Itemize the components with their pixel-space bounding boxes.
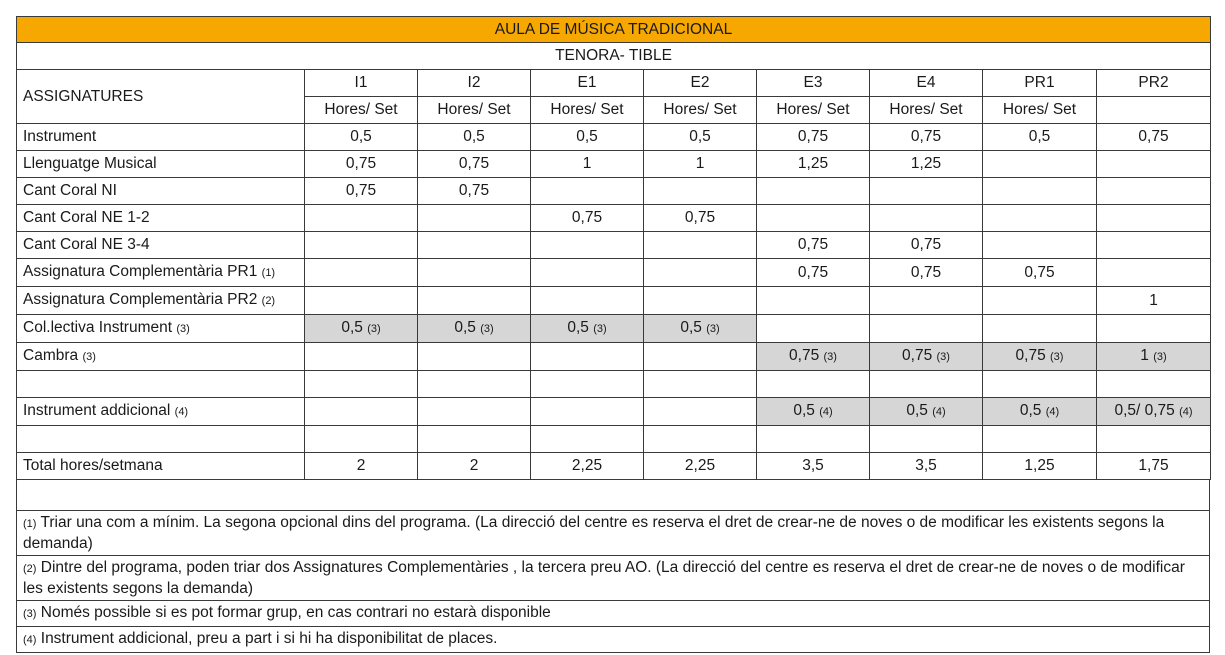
value-cell	[757, 259, 870, 287]
table-row	[17, 287, 1211, 315]
cell-value: 0,75	[910, 236, 942, 253]
value-cell	[418, 151, 531, 178]
value-cell	[418, 124, 531, 151]
table-row	[17, 315, 1211, 343]
value-cell	[305, 453, 418, 480]
value-cell	[531, 315, 644, 343]
value-cell	[757, 453, 870, 480]
cell-value: 0,75	[345, 182, 377, 199]
value-cell	[305, 343, 418, 371]
cell-value: 0,5	[567, 319, 589, 336]
footnote-text: Triar una com a mínim. La segona opcional dins del programa. (La direcció del centre es reserva el dret de crear-ne de noves o de modificar les existents segons la demanda)	[23, 514, 1165, 552]
value-cell	[531, 343, 644, 371]
table-row	[17, 124, 1211, 151]
value-cell	[983, 151, 1097, 178]
value-cell	[644, 205, 757, 232]
cell-value: 1,75	[1138, 457, 1169, 474]
cell-value: 0,5	[350, 128, 372, 145]
notes-spacer	[17, 480, 1210, 511]
table-row	[17, 205, 1211, 232]
cell-value: 0,75	[458, 155, 490, 172]
subject-cell	[17, 232, 305, 259]
subject-label: Total hores/setmana	[23, 457, 163, 474]
subject-label: Cant Coral NE 3-4	[23, 236, 150, 253]
cell-value: 0,5	[680, 319, 702, 336]
cell-value: 0,5	[1028, 128, 1051, 145]
value-cell	[531, 151, 644, 178]
table-row	[17, 151, 1211, 178]
subject-cell	[17, 453, 305, 480]
unit-header: Hores/ Set	[757, 97, 870, 124]
level-header: I1	[305, 70, 418, 97]
empty-cell	[1097, 371, 1211, 398]
cell-value: 2,25	[684, 457, 716, 474]
cell-value: 1,25	[1024, 457, 1055, 474]
subject-label: Assignatura Complementària PR2	[23, 291, 258, 308]
subject-label: Instrument	[23, 128, 97, 145]
subject-ref: (1)	[261, 267, 276, 279]
cell-ref: (3)	[367, 323, 381, 335]
cell-value: 0,75	[458, 182, 490, 199]
value-cell	[418, 287, 531, 315]
value-cell	[1097, 315, 1211, 343]
value-cell	[983, 398, 1097, 426]
cell-value: 0,75	[571, 209, 603, 226]
table-row	[17, 453, 1211, 480]
value-cell	[644, 453, 757, 480]
cell-value: 0,75	[902, 347, 933, 364]
header-label: ASSIGNATURES	[17, 70, 305, 124]
value-cell	[305, 205, 418, 232]
empty-cell	[531, 426, 644, 453]
cell-value: 0,5	[454, 319, 476, 336]
footnote-ref: (2)	[23, 563, 37, 575]
subject-cell	[17, 287, 305, 315]
value-cell	[757, 315, 870, 343]
value-cell	[1097, 205, 1211, 232]
empty-cell	[531, 371, 644, 398]
value-cell	[983, 178, 1097, 205]
cell-ref: (3)	[480, 323, 494, 335]
value-cell	[418, 232, 531, 259]
table-row	[17, 343, 1211, 371]
cell-value: 0,5	[576, 128, 598, 145]
value-cell	[418, 343, 531, 371]
empty-cell	[983, 426, 1097, 453]
value-cell	[757, 178, 870, 205]
value-cell	[531, 259, 644, 287]
value-cell	[531, 232, 644, 259]
empty-cell	[983, 371, 1097, 398]
value-cell	[870, 315, 983, 343]
footnote-ref: (4)	[23, 634, 37, 646]
cell-ref: (3)	[593, 323, 607, 335]
subject-label: Cant Coral NE 1-2	[23, 209, 150, 226]
unit-header	[1097, 97, 1211, 124]
value-cell	[418, 259, 531, 287]
empty-cell	[305, 426, 418, 453]
value-cell	[983, 124, 1097, 151]
notes-table	[16, 479, 1210, 653]
cell-value: 0,5	[793, 402, 815, 419]
empty-cell	[17, 371, 305, 398]
subject-label: Col.lectiva Instrument	[23, 319, 173, 336]
empty-cell	[870, 371, 983, 398]
value-cell	[644, 398, 757, 426]
cell-value: 2	[356, 457, 366, 474]
cell-value: 0,5	[906, 402, 928, 419]
subject-ref: (4)	[174, 406, 189, 418]
value-cell	[305, 259, 418, 287]
value-cell	[531, 398, 644, 426]
unit-header: Hores/ Set	[531, 97, 644, 124]
value-cell	[418, 453, 531, 480]
cell-value: 0,75	[789, 347, 820, 364]
value-cell	[531, 124, 644, 151]
value-cell	[1097, 287, 1211, 315]
value-cell	[644, 315, 757, 343]
value-cell	[1097, 151, 1211, 178]
cell-ref: (3)	[1153, 351, 1167, 363]
cell-ref: (4)	[819, 406, 833, 418]
cell-value: 1,25	[910, 155, 942, 172]
value-cell	[305, 178, 418, 205]
footnote-text: Instrument addicional, preu a part i si hi ha disponibilitat de places.	[36, 630, 498, 647]
value-cell	[870, 178, 983, 205]
value-cell	[305, 287, 418, 315]
level-header: I2	[418, 70, 531, 97]
cell-value: 1	[582, 155, 592, 172]
cell-value: 1,25	[797, 155, 829, 172]
subject-label: Cant Coral NI	[23, 182, 117, 199]
cell-value: 0,5	[341, 319, 363, 336]
value-cell	[418, 315, 531, 343]
level-header: E4	[870, 70, 983, 97]
value-cell	[870, 232, 983, 259]
cell-value: 3,5	[802, 457, 824, 474]
footnote-text: Només possible si es pot formar grup, en cas contrari no estarà disponible	[36, 604, 551, 621]
value-cell	[531, 205, 644, 232]
empty-cell	[644, 426, 757, 453]
empty-cell	[870, 426, 983, 453]
subject-cell	[17, 151, 305, 178]
empty-cell	[757, 371, 870, 398]
value-cell	[757, 205, 870, 232]
value-cell	[531, 453, 644, 480]
level-header: PR1	[983, 70, 1097, 97]
subject-cell	[17, 178, 305, 205]
value-cell	[983, 287, 1097, 315]
cell-value: 1	[1140, 347, 1149, 364]
value-cell	[870, 124, 983, 151]
value-cell	[1097, 124, 1211, 151]
value-cell	[305, 315, 418, 343]
cell-value: 0,75	[797, 236, 829, 253]
cell-value: 2	[469, 457, 479, 474]
cell-value: 0,75	[1015, 347, 1046, 364]
value-cell	[870, 398, 983, 426]
footnote	[17, 601, 1210, 627]
value-cell	[644, 287, 757, 315]
value-cell	[644, 151, 757, 178]
subject-label: Assignatura Complementària PR1	[23, 263, 258, 280]
cell-value: 0,75	[910, 263, 942, 281]
value-cell	[644, 124, 757, 151]
empty-cell	[305, 371, 418, 398]
value-cell	[870, 453, 983, 480]
subject-label: Instrument addicional	[23, 402, 171, 419]
value-cell	[870, 259, 983, 287]
unit-header: Hores/ Set	[305, 97, 418, 124]
subject-cell	[17, 124, 305, 151]
blank-row	[17, 371, 1211, 398]
cell-ref: (4)	[1179, 406, 1193, 418]
level-header: E1	[531, 70, 644, 97]
value-cell	[757, 151, 870, 178]
cell-value: 1	[1149, 291, 1158, 309]
table-title: AULA DE MÚSICA TRADICIONAL	[17, 17, 1211, 43]
empty-cell	[1097, 426, 1211, 453]
subject-label: Llenguatge Musical	[23, 155, 157, 172]
value-cell	[305, 124, 418, 151]
schedule-document	[16, 16, 1210, 653]
cell-value: 0,75	[797, 263, 829, 281]
cell-value: 0,75	[1138, 128, 1169, 145]
subject-label: Cambra	[23, 347, 79, 364]
blank-row	[17, 426, 1211, 453]
cell-value: 0,75	[910, 128, 942, 145]
cell-value: 0,5/ 0,75	[1114, 402, 1175, 419]
value-cell	[870, 151, 983, 178]
cell-ref: (4)	[1045, 406, 1060, 418]
level-header: PR2	[1097, 70, 1211, 97]
value-cell	[757, 232, 870, 259]
subject-cell	[17, 343, 305, 371]
cell-ref: (3)	[706, 323, 720, 335]
value-cell	[983, 315, 1097, 343]
subject-ref: (3)	[82, 351, 96, 363]
unit-header: Hores/ Set	[644, 97, 757, 124]
empty-cell	[757, 426, 870, 453]
cell-value: 0,75	[684, 209, 716, 226]
cell-ref: (3)	[1050, 351, 1064, 363]
subject-cell	[17, 205, 305, 232]
schedule-table	[16, 16, 1211, 480]
cell-ref: (4)	[932, 406, 946, 418]
footnote-ref: (3)	[23, 608, 37, 620]
footnote-text: Dintre del programa, poden triar dos Assignatures Complementàries , la tercera preu AO. (La direcció del centre es reserva el dret de crear-ne de noves o de modificar les existents segons la demanda)	[23, 559, 1185, 597]
level-header: E2	[644, 70, 757, 97]
value-cell	[644, 259, 757, 287]
cell-ref: (3)	[823, 351, 837, 363]
subject-cell	[17, 315, 305, 343]
value-cell	[305, 398, 418, 426]
value-cell	[1097, 232, 1211, 259]
value-cell	[418, 398, 531, 426]
table-row	[17, 232, 1211, 259]
value-cell	[305, 232, 418, 259]
value-cell	[644, 232, 757, 259]
value-cell	[757, 124, 870, 151]
value-cell	[1097, 398, 1211, 426]
table-row	[17, 398, 1211, 426]
value-cell	[757, 287, 870, 315]
cell-value: 0,5	[689, 128, 711, 145]
cell-value: 1	[695, 155, 705, 172]
value-cell	[1097, 259, 1211, 287]
cell-value: 0,5	[463, 128, 485, 145]
footnote	[17, 627, 1210, 653]
value-cell	[757, 343, 870, 371]
footnote-ref: (1)	[23, 518, 37, 530]
empty-cell	[418, 371, 531, 398]
value-cell	[305, 151, 418, 178]
value-cell	[757, 398, 870, 426]
subject-cell	[17, 259, 305, 287]
cell-value: 2,25	[571, 457, 603, 474]
cell-value: 3,5	[915, 457, 937, 474]
value-cell	[870, 287, 983, 315]
value-cell	[1097, 343, 1211, 371]
value-cell	[644, 178, 757, 205]
value-cell	[983, 453, 1097, 480]
subject-cell	[17, 398, 305, 426]
table-row	[17, 259, 1211, 287]
subject-ref: (2)	[261, 295, 276, 307]
cell-ref: (3)	[936, 351, 950, 363]
value-cell	[1097, 453, 1211, 480]
subject-ref: (3)	[176, 323, 190, 335]
table-row	[17, 178, 1211, 205]
unit-header: Hores/ Set	[870, 97, 983, 124]
value-cell	[531, 178, 644, 205]
empty-cell	[644, 371, 757, 398]
empty-cell	[17, 426, 305, 453]
value-cell	[983, 259, 1097, 287]
footnote	[17, 556, 1210, 601]
value-cell	[983, 343, 1097, 371]
unit-header: Hores/ Set	[983, 97, 1097, 124]
empty-cell	[418, 426, 531, 453]
value-cell	[983, 205, 1097, 232]
level-header: E3	[757, 70, 870, 97]
table-subtitle: TENORA- TIBLE	[17, 43, 1211, 70]
value-cell	[1097, 178, 1211, 205]
unit-header: Hores/ Set	[418, 97, 531, 124]
cell-value: 0,75	[1024, 263, 1055, 281]
footnote	[17, 511, 1210, 556]
cell-value: 0,75	[345, 155, 377, 172]
cell-value: 0,75	[797, 128, 829, 145]
value-cell	[531, 287, 644, 315]
value-cell	[418, 205, 531, 232]
value-cell	[870, 205, 983, 232]
value-cell	[870, 343, 983, 371]
value-cell	[983, 232, 1097, 259]
value-cell	[418, 178, 531, 205]
cell-value: 0,5	[1019, 402, 1042, 419]
value-cell	[644, 343, 757, 371]
